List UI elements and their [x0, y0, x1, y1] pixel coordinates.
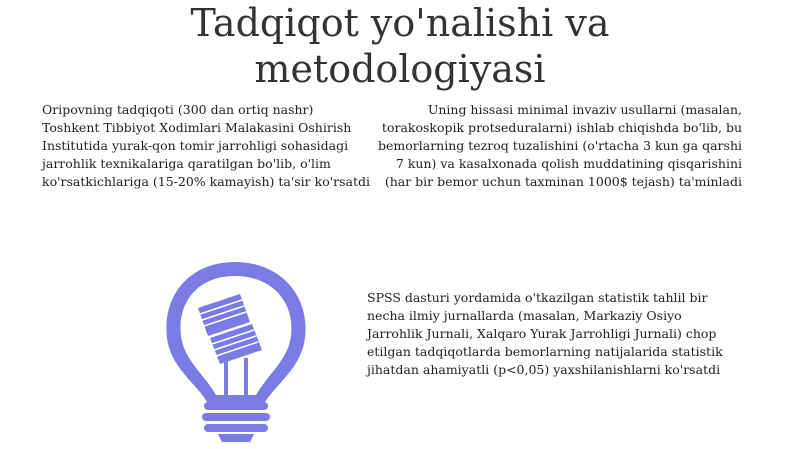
- paragraph-bottom: SPSS dasturi yordamida o'tkazilgan statistik tahlil bir necha ilmiy jurnallarda (masalan, Markaziy Osiyo Jarrohlik Jurnali, Xalqaro Yurak Jarrohligi Jurnali) chop etilgan tadqiqotlarda bemorlarning natijalarida statistik jihatdan ahamiyatli (p<0,05) yaxshilanishlarni ko'rsatdi: [367, 290, 723, 377]
- lightbulb-book-icon: [140, 250, 330, 445]
- title-line-1: Tadqiqot yo'nalishi va: [190, 1, 610, 45]
- title-line-2: metodologiyasi: [254, 47, 546, 91]
- slide-title: [0, 0, 800, 92]
- paragraph-right: Uning hissasi minimal invaziv usullarni (masalan, torakoskopik protseduralarni) ishlab chiqishda bo'lib, bu bemorlarning tezroq tuzalishini (o'rtacha 3 kun ga qarshi 7 kun) va kasalxonada qolish muddatining qisqarishini (har bir bemor uchun taxminan 1000$ tejash) ta'minladi: [378, 102, 742, 189]
- paragraph-left: Oripovning tadqiqoti (300 dan ortiq nashr) Toshkent Tibbiyot Xodimlari Malakasini Oshirish Institutida yurak-qon tomir jarrohligi sohasidagi jarrohlik texnikalariga qaratilgan bo'lib, o'lim ko'rsatkichlariga (15-20% kamayish) ta'sir ko'rsatdi: [42, 102, 371, 189]
